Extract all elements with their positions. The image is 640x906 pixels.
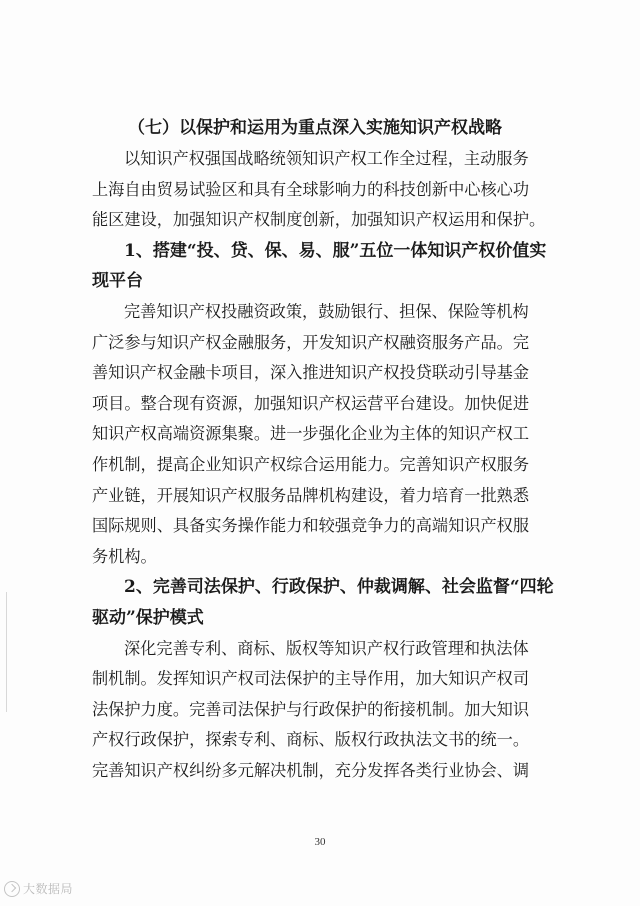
text-line: 完善知识产权纠纷多元解决机制，充分发挥各类行业协会、调	[92, 760, 530, 780]
page-number: 30	[314, 836, 326, 848]
text-line: 以知识产权强国战略统领知识产权工作全过程，主动服务	[124, 149, 529, 168]
text-line: 深化完善专利、商标、版权等知识产权行政管理和执法体	[124, 638, 529, 658]
text-line: 项目。整合现有资源，加强知识产权运营平台建设。加快促进	[92, 393, 530, 413]
weibo-logo-icon	[4, 881, 20, 897]
text-line: 法保护力度。完善司法保护与行政保护的衔接机制。加大知识	[92, 699, 530, 719]
heading-line: 驱动”保护模式	[92, 607, 204, 628]
item1-heading	[92, 236, 562, 297]
scan-edge-mark	[6, 592, 7, 712]
text-line: 产权行政保护，探索专利、商标、版权行政执法文书的统一。	[92, 730, 530, 750]
text-line: 制机制。发挥知识产权司法保护的主导作用，加大知识产权司	[92, 669, 530, 689]
text-line: 知识产权高端资源集聚。进一步强化企业为主体的知识产权工	[92, 424, 530, 444]
text-line: 广泛参与知识产权金融服务，开发知识产权融资服务产品。完	[92, 332, 530, 352]
section-heading: （七）以保护和运用为重点深入实施知识产权战略	[128, 118, 502, 138]
item2-paragraph	[92, 634, 562, 787]
item2-heading	[92, 572, 562, 633]
item1-paragraph	[92, 297, 562, 572]
text-line: 产业链，开展知识产权服务品牌机构建设，着力培育一批熟悉	[92, 485, 530, 505]
watermark-text: 大数据局	[23, 882, 74, 896]
text-line: 善知识产权金融卡项目，深入推进知识产权投贷联动引导基金	[92, 363, 530, 383]
text-line: 国际规则、具备实务操作能力和较强竞争力的高端知识产权服	[92, 516, 530, 536]
heading-line: 现平台	[92, 271, 143, 292]
text-line: 完善知识产权投融资政策，鼓励银行、担保、保险等机构	[124, 301, 529, 321]
section-intro-paragraph	[92, 144, 562, 236]
heading-line: 1、搭建“投、贷、保、易、服”五位一体知识产权价值实	[124, 240, 547, 261]
heading-line: 2、完善司法保护、行政保护、仲裁调解、社会监督“四轮	[124, 577, 554, 598]
text-line: 作机制，提高企业知识产权综合运用能力。完善知识产权服务	[92, 454, 530, 474]
text-line: 上海自由贸易试验区和具有全球影响力的科技创新中心核心功	[92, 179, 530, 199]
watermark	[4, 880, 73, 897]
text-line: 务机构。	[92, 546, 157, 566]
document-body	[92, 112, 562, 786]
text-line: 能区建设，加强知识产权制度创新，加强知识产权运用和保护。	[92, 210, 546, 230]
